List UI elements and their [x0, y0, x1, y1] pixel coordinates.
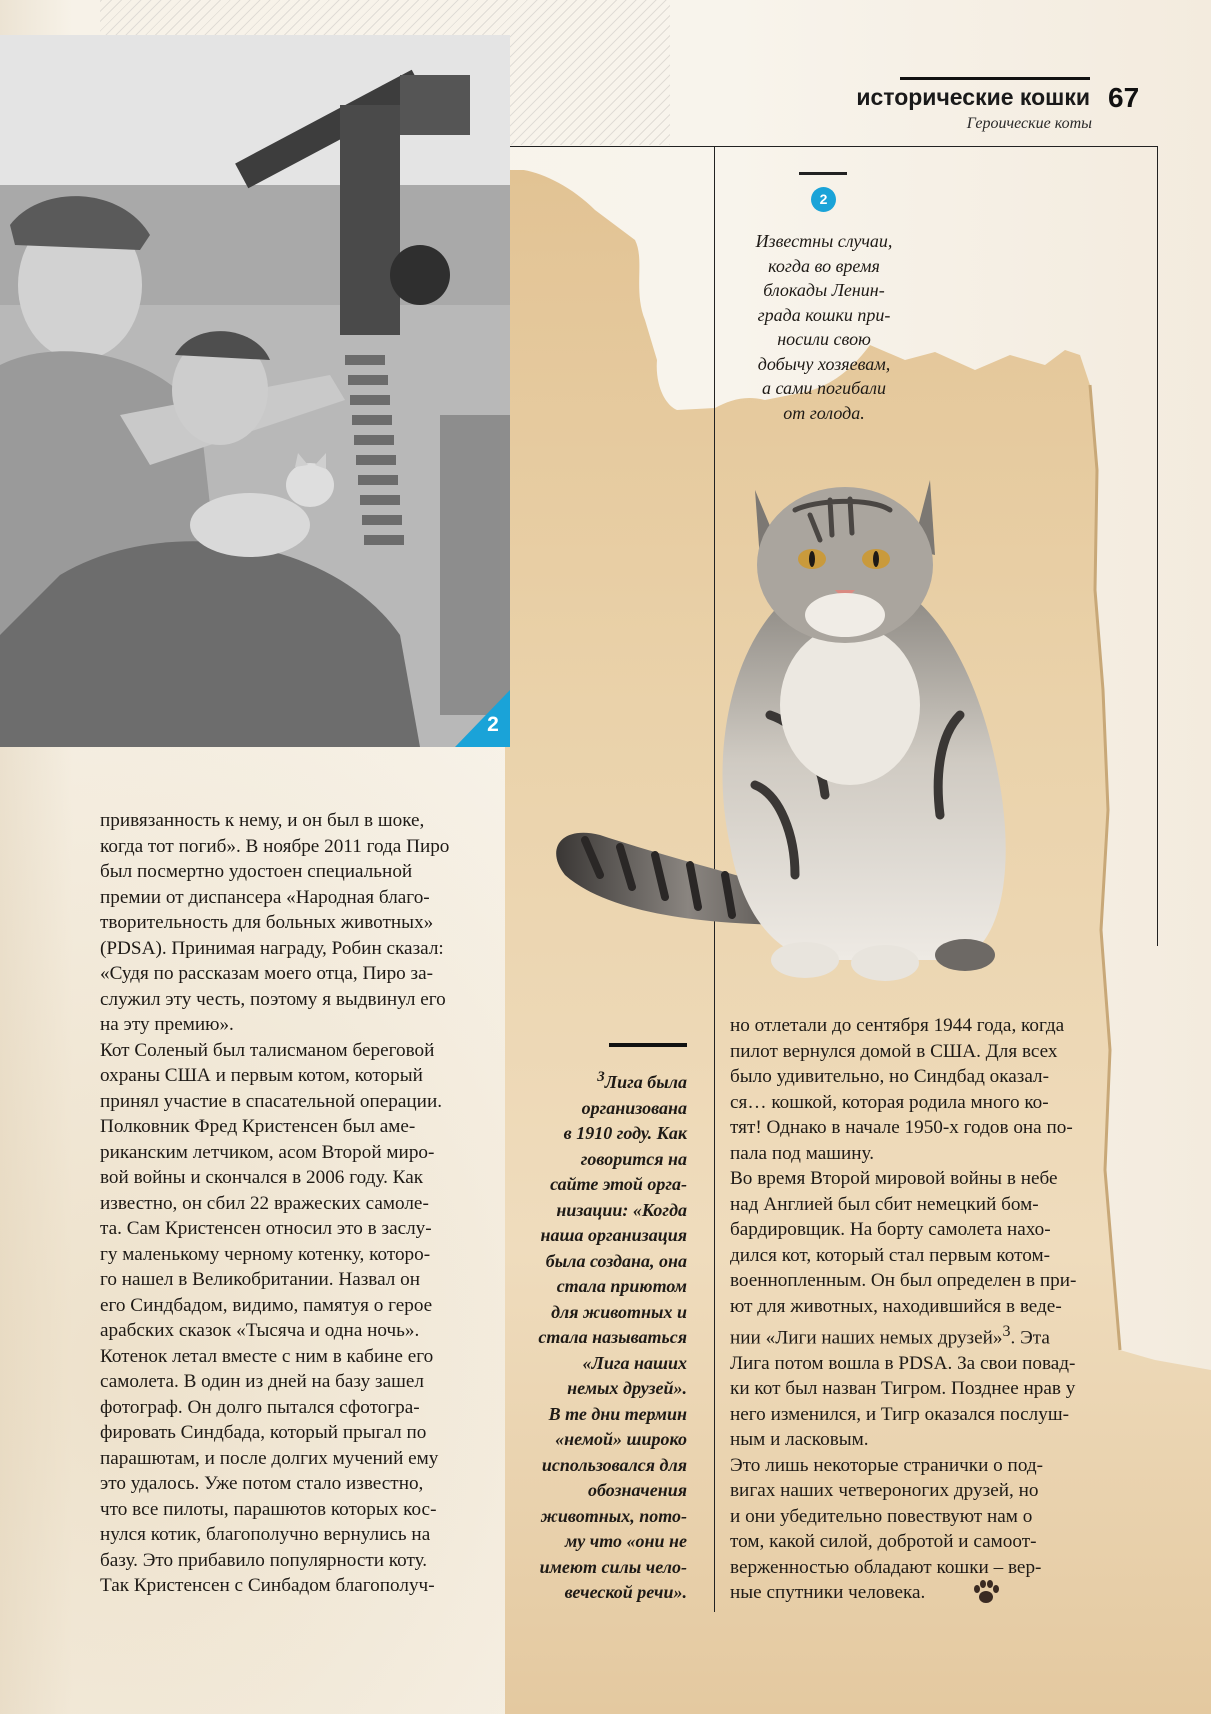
- footnote-line: в 1910 году. Как: [563, 1123, 687, 1143]
- footnote-line: использовался для: [541, 1454, 687, 1475]
- section-subtitle: Героические коты: [966, 115, 1092, 132]
- caption-line: града кошки при-: [757, 304, 891, 325]
- footnote-line: веческой речи».: [564, 1582, 687, 1602]
- text-line: вигах наших четвероногих друзей, но: [730, 1480, 1039, 1502]
- section-title: исторические кошки: [856, 84, 1090, 110]
- footnote-line: сайте этой орга-: [550, 1174, 687, 1194]
- footnote-line: [505, 1065, 687, 1096]
- text-line: Лига потом вошла в PDSA. За свои повад-: [730, 1352, 1076, 1374]
- text-line: премии от диспансера «Народная благо-: [100, 886, 430, 908]
- text-line: привязанность к нему, и он был в шоке,: [100, 810, 425, 831]
- text-line: над Англией был сбит немецкий бом-: [730, 1193, 1039, 1215]
- text-line: на эту премию».: [100, 1014, 234, 1035]
- text-line: гу маленькому черному котенку, которо-: [100, 1243, 431, 1265]
- text-line: риканским летчиком, асом Второй миро-: [100, 1141, 435, 1163]
- tabby-cat-illustration: [540, 455, 1040, 1015]
- text-line: вой войны и скончался в 2006 году. Как: [100, 1167, 424, 1188]
- text-line: арабских сказок «Тысяча и одна ночь».: [100, 1320, 420, 1341]
- text-line: нулся котик, благополучно вернулись на: [100, 1524, 431, 1545]
- text-line: принял участие в спасательной операции.: [100, 1090, 443, 1112]
- text-line: базу. Это прибавило популярности коту.: [100, 1549, 428, 1571]
- text-line: Это лишь некоторые странички о под-: [730, 1454, 1044, 1476]
- text-line: было удивительно, но Синдбад оказал-: [730, 1066, 1050, 1087]
- text-line: творительность для больных животных»: [100, 912, 434, 933]
- footnote: [505, 1065, 687, 1606]
- caption-line: блокады Ленин-: [763, 280, 885, 300]
- caption-line: Известны случаи,: [755, 231, 893, 251]
- caption-line: когда во время: [768, 255, 880, 276]
- text-line: фотограф. Он долго пытался сфотогра-: [100, 1396, 420, 1418]
- footnote-line: немых друзей».: [567, 1378, 687, 1398]
- paw-print-icon: [972, 1578, 1000, 1606]
- footnote-line: му что «они не: [564, 1531, 687, 1551]
- text-line: парашютам, и после долгих мучений ему: [100, 1447, 439, 1469]
- text-line: та. Сам Кристенсен относил это в заслу-: [100, 1218, 432, 1239]
- footnote-line: «Лига наших: [582, 1352, 687, 1373]
- header-rule: [900, 77, 1090, 80]
- text-line: тят! Однако в начале 1950-х годов она по-: [730, 1117, 1073, 1138]
- text-line: (PDSA). Принимая награду, Робин сказал:: [100, 937, 444, 959]
- footnote-text: Лига была: [604, 1072, 687, 1092]
- text-line: самолета. В один из дней на базу зашел: [100, 1371, 424, 1392]
- footnote-line: «немой» широко: [555, 1429, 687, 1449]
- text-line: его Синдбадом, видимо, памятуя о герое: [100, 1294, 433, 1316]
- text-line: него изменился, и Тигр оказался послуш-: [730, 1403, 1069, 1425]
- text-line: Кот Соленый был талисманом береговой: [100, 1039, 435, 1061]
- text-line: ки кот был назван Тигром. Позднее нрав у: [730, 1378, 1076, 1400]
- footnote-reference: 3: [1002, 1323, 1011, 1340]
- footnote-marker: 3: [597, 1069, 605, 1085]
- text-line: но отлетали до сентября 1944 года, когда: [730, 1015, 1065, 1036]
- text-line: служил эту честь, поэтому я выдвинул его: [100, 988, 446, 1010]
- footnote-line: низации: «Когда: [556, 1199, 687, 1220]
- article-column-left: [100, 808, 500, 1599]
- footnote-line: имеют силы чело-: [539, 1556, 687, 1577]
- caption-line: добычу хозяевам,: [757, 353, 891, 374]
- footnote-line: стала называться: [538, 1327, 687, 1347]
- text-fragment: . Эта: [1010, 1327, 1050, 1349]
- text-line: ют для животных, находившийся в веде-: [730, 1295, 1062, 1317]
- text-line: дился кот, который стал первым котом-: [730, 1244, 1050, 1266]
- text-line: Полковник Фред Кристенсен был аме-: [100, 1116, 416, 1137]
- text-line: когда тот погиб». В ноябре 2011 года Пиро: [100, 835, 450, 857]
- text-line: Во время Второй мировой войны в небе: [730, 1168, 1058, 1189]
- text-fragment: нии «Лиги наших немых друзей»: [730, 1327, 1003, 1349]
- text-line: охраны США и первым котом, который: [100, 1065, 423, 1086]
- text-line: пилот вернулся домой в США. Для всех: [730, 1040, 1058, 1062]
- vintage-soldiers-with-cat-photo: [0, 35, 510, 747]
- text-line: верженностью обладают кошки – вер-: [730, 1556, 1042, 1578]
- text-line: «Судя по рассказам моего отца, Пиро за-: [100, 963, 434, 984]
- text-line: ные спутники человека.: [730, 1582, 926, 1604]
- text-line: пала под машину.: [730, 1142, 875, 1164]
- footnote-line: обозначения: [588, 1480, 687, 1500]
- text-line: том, какой силой, добротой и самоот-: [730, 1531, 1037, 1553]
- caption-line: от голода.: [783, 402, 865, 423]
- footnote-line: В те дни термин: [548, 1403, 687, 1424]
- text-line: го нашел в Великобритании. Назвал он: [100, 1269, 421, 1290]
- caption-line: а сами погибали: [762, 378, 886, 398]
- text-line: что все пилоты, парашютов которых кос-: [100, 1498, 437, 1520]
- footnote-line: для животных и: [551, 1301, 687, 1322]
- text-line: ным и ласковым.: [730, 1429, 869, 1451]
- footnote-line: наша организация: [540, 1225, 687, 1245]
- frame-top-rule: [510, 146, 1158, 147]
- photo-number: 2: [487, 713, 499, 736]
- text-line: это удалось. Уже потом стало известно,: [100, 1473, 424, 1494]
- caption-number-badge: 2: [811, 187, 836, 212]
- footnote-line: организована: [581, 1097, 687, 1118]
- frame-right-rule: [1157, 146, 1158, 946]
- photo-caption: [735, 229, 913, 425]
- footnote-line: животных, пото-: [540, 1505, 687, 1526]
- text-line: был посмертно удостоен специальной: [100, 861, 413, 882]
- footnote-line: стала приютом: [556, 1276, 687, 1296]
- caption-line: носили свою: [777, 329, 871, 349]
- text-line: военнопленным. Он был определен в при-: [730, 1270, 1077, 1291]
- text-line: бардировщик. На борту самолета нахо-: [730, 1219, 1051, 1240]
- footnote-rule: [609, 1043, 687, 1047]
- caption-rule: [799, 172, 847, 175]
- text-line: фировать Синдбада, который прыгал по: [100, 1422, 427, 1443]
- text-line: Так Кристенсен с Синбадом благополуч-: [100, 1575, 435, 1596]
- footnote-line: была создана, она: [545, 1250, 687, 1271]
- text-line: [730, 1319, 1130, 1351]
- page-number: 67: [1108, 82, 1140, 113]
- footnote-line: говорится на: [580, 1148, 687, 1169]
- article-column-right: [730, 1013, 1130, 1606]
- text-line: Котенок летал вместе с ним в кабине его: [100, 1345, 434, 1367]
- text-line: ся… кошкой, которая родила много ко-: [730, 1091, 1049, 1113]
- text-line: и они убедительно повествуют нам о: [730, 1505, 1033, 1527]
- text-line: известно, он сбил 22 вражеских самоле-: [100, 1192, 429, 1214]
